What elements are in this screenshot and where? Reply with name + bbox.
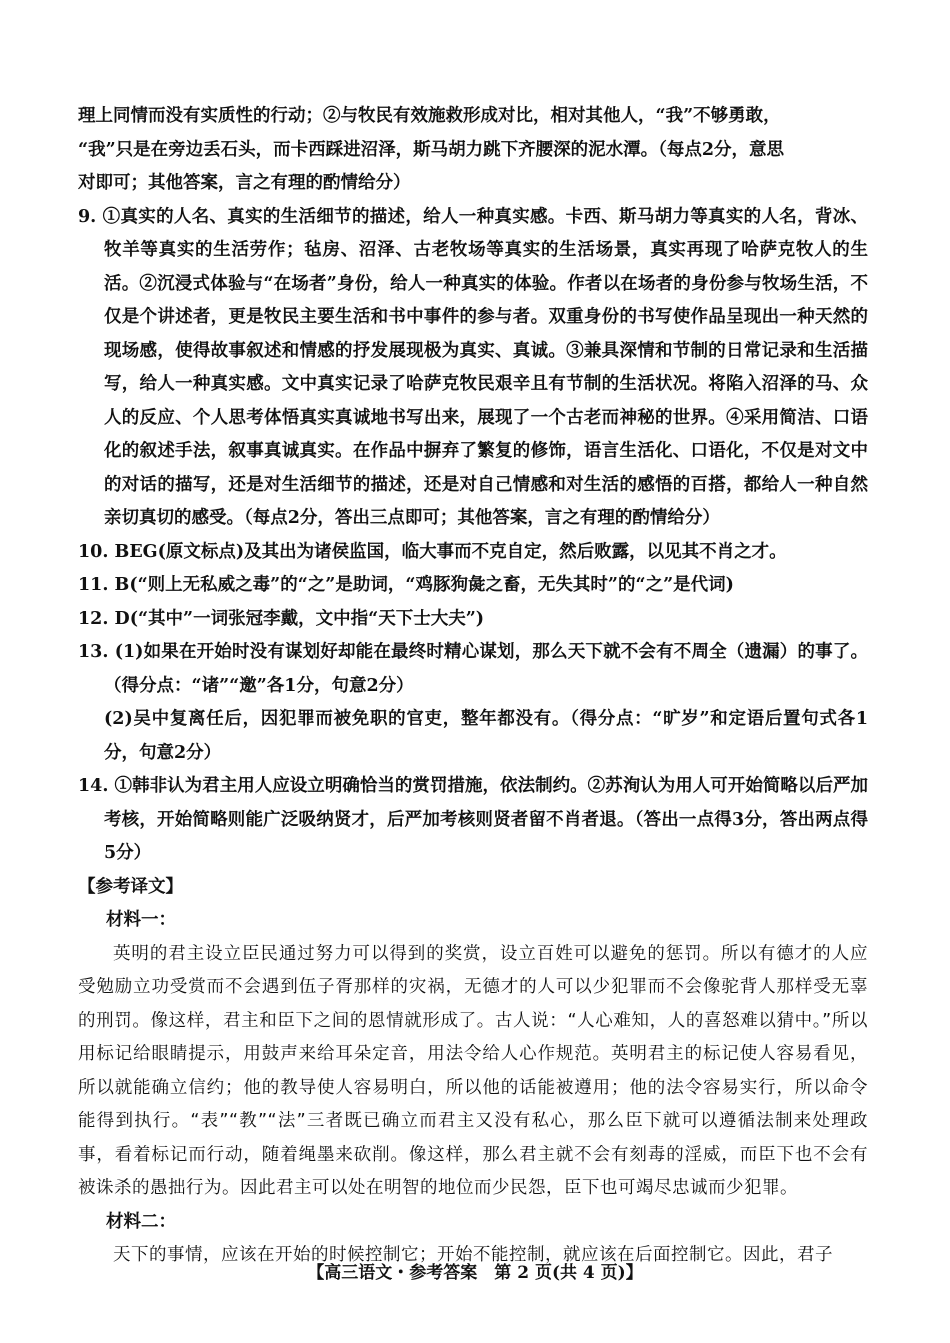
q8-line-2: “我”只是在旁边丢石头，而卡西踩进沼泽，斯马胡力跳下齐腰深的泥水潭。（每点2分，意思 xyxy=(78,139,785,160)
page-footer: 【高三语文・参考答案 第 2 页(共 4 页)】 xyxy=(307,1263,643,1283)
answer-q10: 10. BEG(原文标点)及其出为诸侯监国，临大事而不克自定，然后败露，以见其不肖之才。 xyxy=(78,541,787,562)
answer-q12: 12. D(“其中”一词张冠李戴，文中指“天下士大夫”) xyxy=(78,608,485,629)
answer-q13-part2: (2)吴中复离任后，因犯罪而被免职的官吏，整年都没有。（得分点：“旷岁”和定语后置句式各1分，句意2分） xyxy=(104,709,868,763)
q8-continuation xyxy=(78,100,868,201)
material-one-label: 材料一： xyxy=(106,910,176,930)
answer-q9: 9. ①真实的人名、真实的生活细节的描述，给人一种真实感。卡西、斯马胡力等真实的人名，背冰、牧羊等真实的生活劳作；毡房、沼泽、古老牧场等真实的生活场景，真实再现了哈萨克牧人的生活。②沉浸式体验与“在场者”身份，给人一种真实的体验。作者以在场者的身份参与牧场生活，不仅是个讲述者，更是牧民主要生活和书中事件的参与者。双重身份的书写使作品呈现出一种天然的现场感，使得故事叙述和情感的抒发展现极为真实、真诚。③兼具深情和节制的日常记录和生活描写，给人一种真实感。文中真实记录了哈萨克牧民艰辛且有节制的生活状况。将陷入沼泽的马、众人的反应、个人思考体悟真实真诚地书写出来，展现了一个古老而神秘的世界。④采用简洁、口语化的叙述手法，叙事真诚真实。在作品中摒弃了繁复的修饰，语言生活化、口语化，不仅是对文中的对话的描写，还是对生活细节的描述，还是对自己情感和对生活的感悟的百搭，都给人一种自然亲切真切的感受。（每点2分，答出三点即可；其他答案，言之有理的酌情给分） xyxy=(78,206,868,528)
answer-content xyxy=(78,100,868,1273)
answer-q13-part1: 13. (1)如果在开始时没有谋划好却能在最终时精心谋划，那么天下就不会有不周全（遗漏）的事了。（得分点：“诸”“邀”各1分，句意2分） xyxy=(78,642,868,696)
material-two-label: 材料二： xyxy=(106,1211,176,1232)
material-two-translation: 天下的事情，应该在开始的时候控制它；开始不能控制，就应该在后面控制它。因此，君子 xyxy=(113,1245,833,1265)
q8-line-3: 对即可；其他答案，言之有理的酌情给分） xyxy=(78,173,411,193)
reference-translation-heading: 【参考译文】 xyxy=(78,876,183,897)
material-one-translation: 英明的君主设立臣民通过努力可以得到的奖赏，设立百姓可以避免的惩罚。所以有德才的人应受勉励立功受赏而不会遇到伍子胥那样的灾祸，无德才的人可以少犯罪而不会像驼背人那样受无辜的刑罚。像这样，君主和臣下之间的恩情就形成了。古人说：“人心难知，人的喜怒难以猜中。”所以用标记给眼睛提示，用鼓声来给耳朵定音，用法令给人心作规范。英明君主的标记使人容易看见，所以就能确立信约；他的教导使人容易明白，所以他的话能被遵用；他的法令容易实行，所以命令能得到执行。“表”“教”“法”三者既已确立而君主又没有私心，那么臣下就可以遵循法制来处理政事，看着标记而行动，随着绳墨来砍削。像这样，那么君主就不会有刻毒的淫威，而臣下也不会有被诛杀的愚拙行为。因此君主可以处在明智的地位而少民怨，臣下也可竭尽忠诚而少犯罪。 xyxy=(78,943,868,1198)
answer-q14: 14. ①韩非认为君主用人应设立明确恰当的赏罚措施，依法制约。②苏洵认为用人可开始简略以后严加考核，开始简略则能广泛吸纳贤才，后严加考核则贤者留不肖者退。（答出一点得3分，答出两点得5分） xyxy=(78,776,868,863)
q8-line-1: 理上同情而没有实质性的行动；②与牧民有效施救形成对比，相对其他人，“我”不够勇敢， xyxy=(78,106,781,126)
answer-q11: 11. B(“则上无私威之毒”的“之”是助词，“鸡豚狗彘之畜，无失其时”的“之”是代词) xyxy=(78,575,734,595)
